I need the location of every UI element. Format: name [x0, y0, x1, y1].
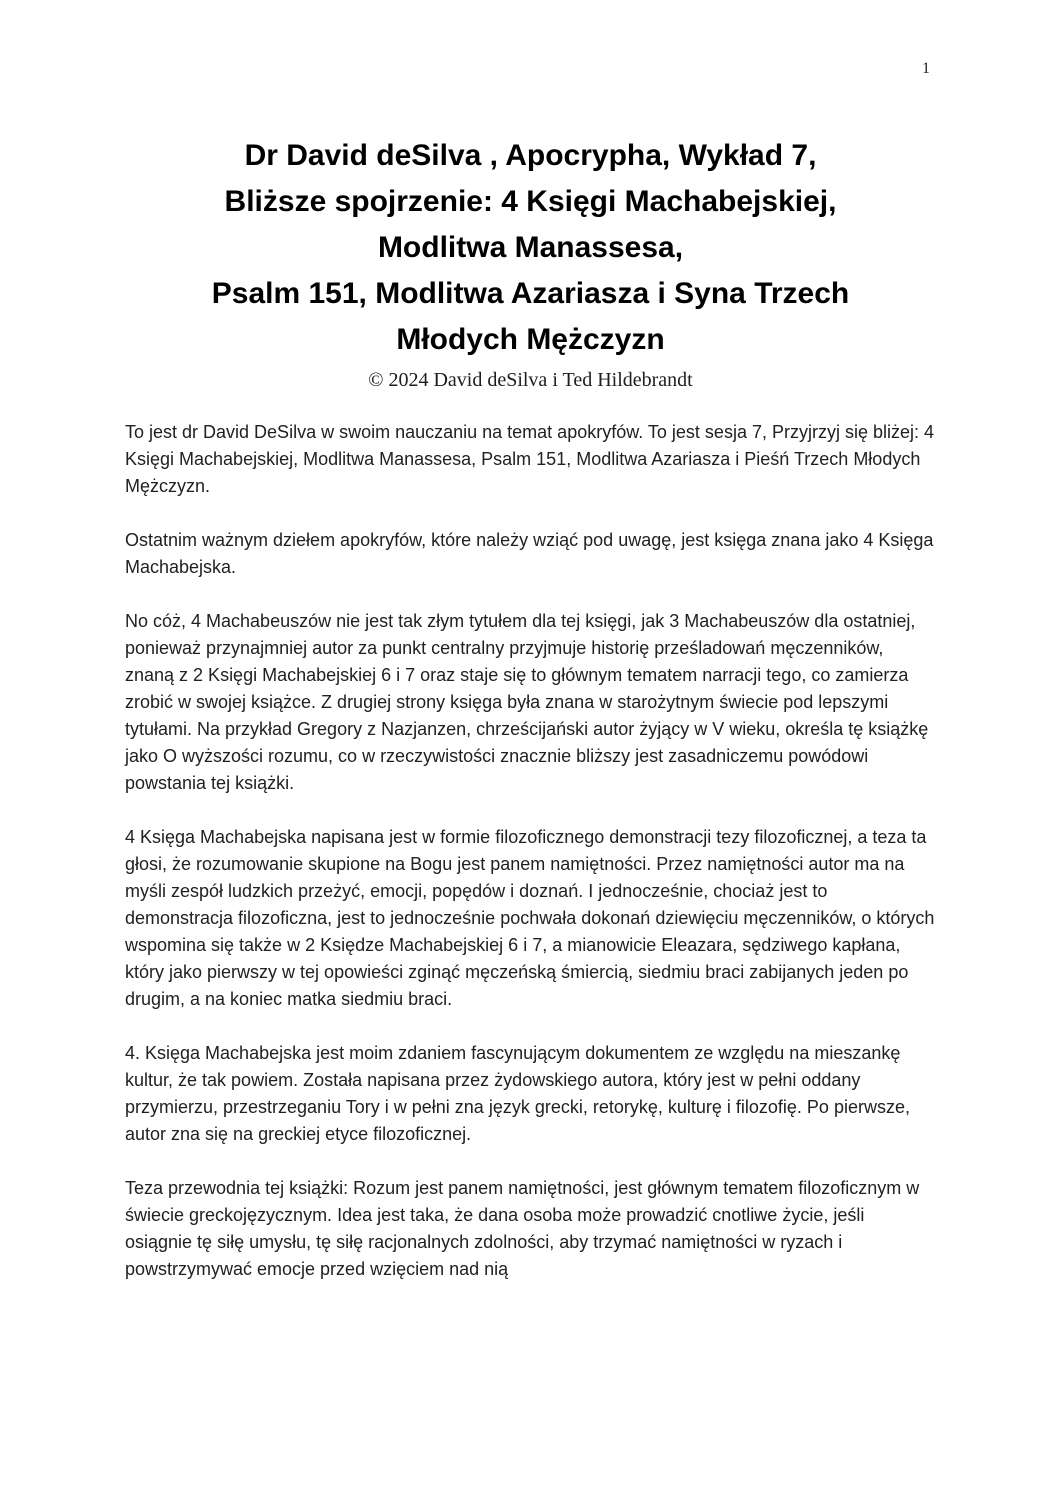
paragraph: 4 Księga Machabejska napisana jest w formie filozoficznego demonstracji tezy filozoficznej, a teza ta głosi, że rozumowanie skupione na Bogu jest panem namiętności. Przez namiętności autor ma na myśli zespół ludzkich przeżyć, emocji, popędów i doznań. I jednocześnie, chociaż jest to demonstracja filozoficzna, jest to jednocześnie pochwała dokonań dziewięciu męczenników, o których wspomina się także w 2 Księdze Machabejskiej 6 i 7, a mianowicie Eleazara, sędziwego kapłana, który jako pierwszy w tej opowieści zginąć męczeńską śmiercią, siedmiu braci zabijanych jeden po drugim, a na koniec matka siedmiu braci. [125, 827, 935, 1009]
paragraph: To jest dr David DeSilva w swoim nauczaniu na temat apokryfów. To jest sesja 7, Przyjrzyj się bliżej: 4 Księgi Machabejskiej, Modlitwa Manassesa, Psalm 151, Modlitwa Azariasza i Pieśń Trzech Młodych Mężczyzn. [125, 422, 934, 496]
document-title [125, 133, 936, 363]
paragraph: No cóż, 4 Machabeuszów nie jest tak złym tytułem dla tej księgi, jak 3 Machabeuszów dla ostatniej, ponieważ przynajmniej autor za punkt centralny przyjmuje historię prześladowań męczenników, znaną z 2 Księgi Machabejskiej 6 i 7 oraz staje się to głównym tematem narracji tego, co zamierza zrobić w swojej książce. Z drugiej strony księga była znana w starożytnym świecie pod lepszymi tytułami. Na przykład Gregory z Nazjanzen, chrześcijański autor żyjący w V wieku, określa tę książkę jako O wyższości rozumu, co w rzeczywistości znacznie bliższy jest zasadniczemu powódowi powstania tej książki. [125, 611, 929, 793]
paragraph: 4. Księga Machabejska jest moim zdaniem fascynującym dokumentem ze względu na mieszankę kultur, że tak powiem. Została napisana przez żydowskiego autora, który jest w pełni oddany przymierzu, przestrzeganiu Tory i w pełni zna język grecki, retorykę, kulturę i filozofię. Po pierwsze, autor zna się na greckiej etyce filozoficznej. [125, 1043, 910, 1144]
title-line: Modlitwa Manassesa, [377, 231, 684, 264]
title-line: Psalm 151, Modlitwa Azariasza i Syna Trzech [211, 277, 850, 310]
title-line: Bliższe spojrzenie: 4 Księgi Machabejskiej, [224, 185, 837, 218]
page-number: 1 [922, 60, 930, 77]
title-line: Dr David deSilva , Apocrypha, Wykład 7, [244, 139, 817, 172]
paragraph: Teza przewodnia tej książki: Rozum jest panem namiętności, jest głównym tematem filozoficznym w świecie greckojęzycznym. Idea jest taka, że dana osoba może prowadzić cnotliwe życie, jeśli osiągnie tę siłę umysłu, tę siłę racjonalnych zdolności, aby trzymać namiętności w ryzach i powstrzymywać emocje przed wzięciem nad nią [125, 1178, 920, 1279]
document-body [125, 419, 936, 1283]
paragraph: Ostatnim ważnym dziełem apokryfów, które należy wziąć pod uwagę, jest księga znana jako 4 Księga Machabejska. [125, 530, 934, 577]
title-line: Młodych Mężczyzn [396, 323, 665, 356]
copyright-line: © 2024 David deSilva i Ted Hildebrandt [368, 369, 693, 391]
